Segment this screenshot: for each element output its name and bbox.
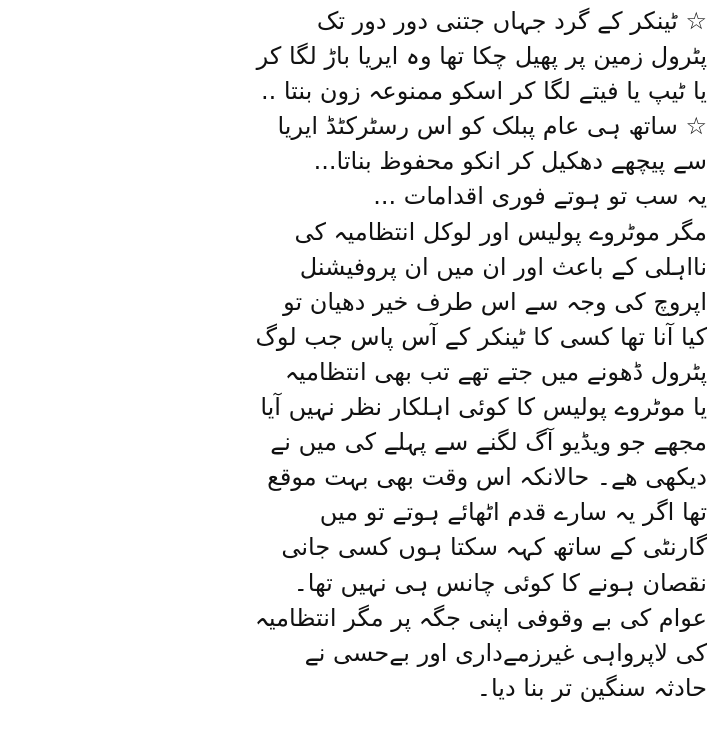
text-line-11: پٹرول ڈھونے میں جتے تھے تب بھی انتظامیہ xyxy=(284,357,707,386)
text-line-8: نااہلی کے باعث اور ان میں ان پروفیشنل xyxy=(299,252,707,281)
text-line-4: ☆ ساتھ ہی عام پبلک کو اس رسٹرکٹڈ ایریا xyxy=(277,112,707,141)
text-line-2: پٹرول زمین پر پھیل چکا تھا وہ ایریا باڑ لگا کر xyxy=(256,42,707,71)
text-line-13: مجھے جو ویڈیو آگ لگنے سے پہلے کی میں نے xyxy=(270,428,707,457)
text-line-18: عوام کی بے وقوفی اپنی جگہ پر مگر انتظامیہ xyxy=(254,603,707,632)
text-line-20: حادثہ سنگین تر بنا دیا۔ xyxy=(476,673,707,702)
text-line-19: کی لاپرواہی غیرزمےداری اور بےحسی نے xyxy=(304,638,707,667)
text-line-10: کیا آنا تھا کسی کا ٹینکر کے آس پاس جب لوگ xyxy=(255,322,707,351)
text-line-6: یہ سب تو ہوتے فوری اقدامات ... xyxy=(373,182,707,211)
text-line-3: یا ٹیپ یا فیتے لگا کر اسکو ممنوعہ زون بنتا .. xyxy=(260,77,707,106)
text-line-16: گارنٹی کے ساتھ کہہ سکتا ہوں کسی جانی xyxy=(281,533,707,562)
text-line-1: ☆ ٹینکر کے گرد جہاں جتنی دور دور تک xyxy=(316,7,707,35)
text-line-9: اپروچ کی وجہ سے اس طرف خیر دھیان تو xyxy=(283,287,707,316)
text-line-17: نقصان ہونے کا کوئی چانس ہی نہیں تھا۔ xyxy=(293,568,707,597)
text-line-5: سے پیچھے دھکیل کر انکو محفوظ بناتا... xyxy=(313,147,707,176)
document-body xyxy=(0,4,719,754)
text-line-12: یا موٹروے پولیس کا کوئی اہلکار نظر نہیں آیا xyxy=(260,393,707,422)
text-line-15: تھا اگر یہ سارے قدم اٹھائے ہوتے تو میں xyxy=(319,498,707,527)
text-line-7: مگر موٹروے پولیس اور لوکل انتظامیہ کی xyxy=(294,217,707,246)
text-line-14: دیکھی ھے۔ حالانکہ اس وقت بھی بہت موقع xyxy=(267,463,707,492)
